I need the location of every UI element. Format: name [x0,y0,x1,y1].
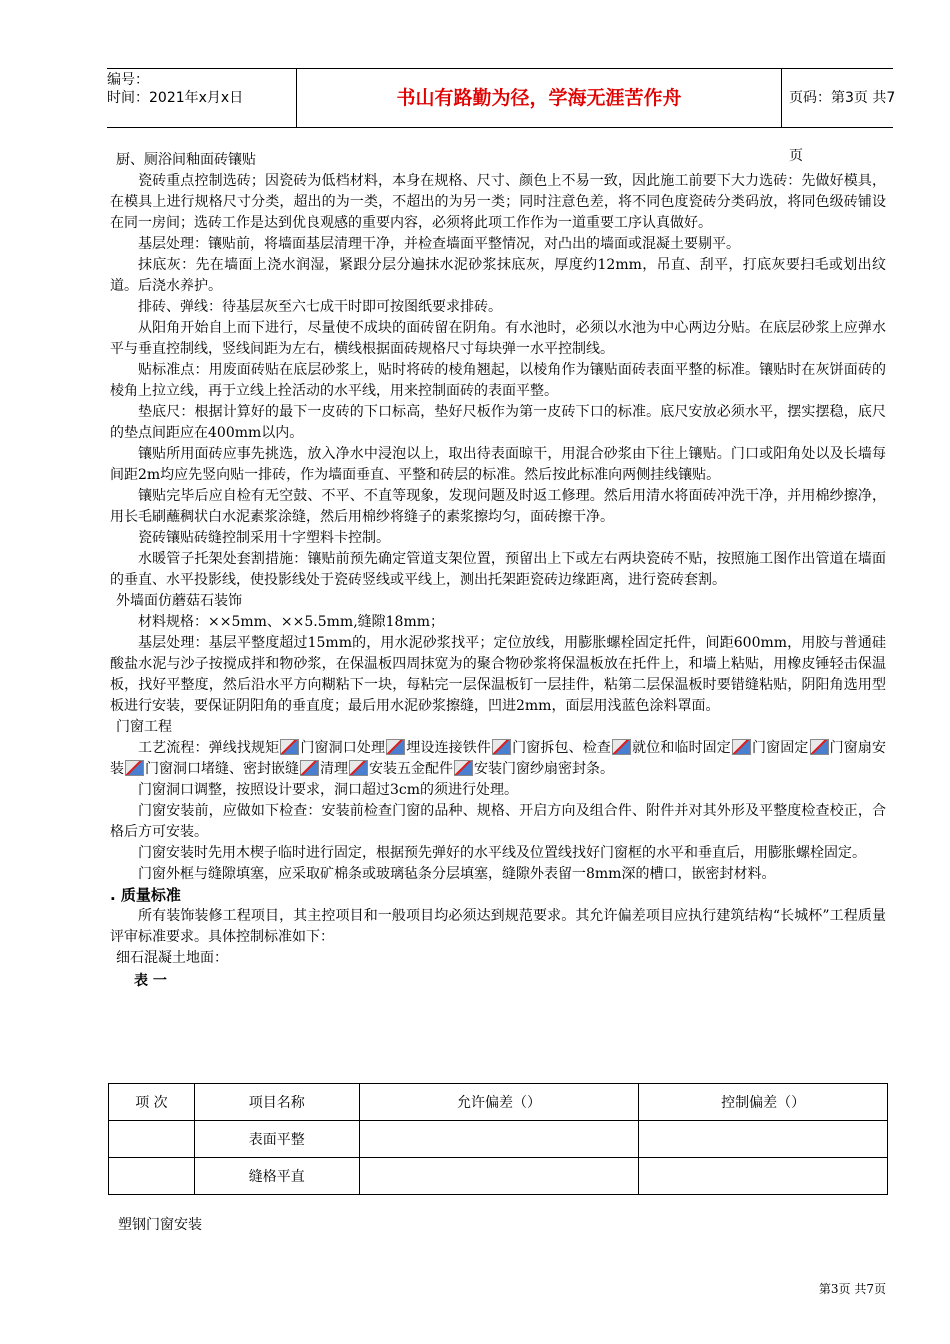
process-step: 门窗扇安装 [110,740,887,777]
table-cell [109,1121,195,1158]
paragraph: 镶贴所用面砖应事先挑选，放入净水中浸泡以上，取出待表面晾干，用混合砂浆由下往上镶贴。门口或阳角处以及长墙每间距2m均应先竖向贴一排砖，作为墙面垂直、平整和砖层的标准。然后按此标准向两侧挂线镶贴。 [110,446,886,483]
process-flow [110,738,886,780]
broken-image-icon [125,760,144,776]
process-step: 门窗洞口堵缝、密封嵌缝 [145,761,299,777]
paragraph-group-2 [110,780,886,885]
broken-image-icon [454,760,473,776]
paragraph: 材料规格：××5mm、××5.5mm,缝隙18mm； [138,614,445,630]
paragraph: 外墙面仿蘑菇石装饰 [116,593,242,609]
quality-sub: 细石混凝土地面： [116,950,228,966]
broken-image-icon [280,739,299,755]
document-body [110,150,886,996]
broken-image-icon [300,760,319,776]
paragraph: 瓷砖重点控制选砖；因瓷砖为低档材料，本身在规格、尺寸、颜色上不易一致，因此施工前要下大力选砖：先做好模具，在模具上进行规格尺寸分类，超出的为一类，不超出的为另一类；同时注意色差，将不同色度瓷砖分类码放，将同色级砖铺设在同一房间；选砖工作是达到优良观感的重要内容，必须将此项工作作为一道重要工序认真做好。 [110,173,886,231]
table-cell [109,1158,195,1195]
table-cell [359,1121,639,1158]
process-step: 门窗拆包、检查 [511,740,611,756]
process-prefix: 工艺流程： [138,740,209,756]
table-header: 项目名称 [194,1084,359,1121]
paragraph: 门窗洞口调整，按照设计要求，洞口超过3cm的须进行处理。 [138,782,519,798]
paragraph: 贴标准点：用废面砖贴在底层砂浆上，贴时将砖的棱角翘起，以棱角作为镶贴面砖表面平整的标准。镶贴时在灰饼面砖的棱角上拉立线，再于立线上拴活动的水平线，用来控制面砖的表面平整。 [110,362,886,399]
paragraph: 水暖管子托架处套割措施：镶贴前预先确定管道支架位置，预留出上下或左右两块瓷砖不贴，按照施工图作出管道在墙面的垂直、水平投影线，使投影线处于瓷砖竖线或平线上，测出托架距瓷砖边缘距离，进行瓷砖套割。 [110,551,886,588]
paragraph: 垫底尺：根据计算好的最下一皮砖的下口标高，垫好尺板作为第一皮砖下口的标准。底尺安放必须水平，摆实摆稳，底尺的垫点间距应在400mm以内。 [110,404,886,441]
paragraph: 基层处理：基层平整度超过15mm的，用水泥砂浆找平；定位放线，用膨胀螺栓固定托件，间距600mm，用胶与普通硅酸盐水泥与沙子按搅成拌和物砂浆，在保温板四周抹宽为的聚合物砂浆将保温板放在托件上，和墙上粘贴，用橡皮锤轻击保温板，找好平整度，然后沿水平方向糊粘下一块，每粘完一层保温板钉一层挂件，粘第二层保温板时要错缝粘贴，阴阳角选用型板进行安装，要保证阴阳角的垂直度；最后用水泥砂浆擦缝，凹进2mm，面层用浅蓝色涂料罩面。 [110,635,886,714]
paragraph-group-1 [110,150,886,738]
header-motto: 书山有路勤为径，学海无涯苦作舟 [296,69,782,127]
table-row [109,1121,888,1158]
page-footer: 第3页 共7页 [818,1282,886,1296]
broken-image-icon [732,739,751,755]
process-step: 清理 [320,761,348,777]
broken-image-icon [492,739,511,755]
broken-image-icon [612,739,631,755]
process-step: 安装门窗纱扇密封条。 [474,761,614,777]
broken-image-icon [810,739,829,755]
table-header-row [109,1084,888,1121]
table-header: 控制偏差（） [639,1084,888,1121]
paragraph: 厨、厕浴间釉面砖镶贴 [116,152,256,168]
table-cell: 表面平整 [194,1121,359,1158]
paragraph: 基层处理：镶贴前，将墙面基层清理干净，并检查墙面平整情况，对凸出的墙面或混凝土要剔平。 [138,236,740,252]
table-cell [359,1158,639,1195]
paragraph: 排砖、弹线：待基层灰至六七成干时即可按图纸要求排砖。 [138,299,502,315]
broken-image-icon [386,739,405,755]
process-step: 门窗固定 [751,740,809,756]
table-cell: 缝格平直 [194,1158,359,1195]
header-page-info: 页码：第3页 共7页 [789,90,896,164]
process-step: 就位和临时固定 [631,740,731,756]
table-cell [639,1158,888,1195]
number-label: 编号： [107,72,149,88]
quality-intro: 所有装饰装修工程项目，其主控项目和一般项目均必须达到规范要求。其允许偏差项目应执行建筑结构“长城杯”工程质量评审标准要求。具体控制标准如下： [110,908,886,945]
process-step: 弹线找规矩 [208,740,280,756]
broken-image-icon [349,760,368,776]
time-label: 时间：2021年x月x日 [107,90,244,106]
process-step: 门窗洞口处理 [300,740,386,756]
header-meta [107,69,294,129]
paragraph: 抹底灰：先在墙面上浇水润湿，紧跟分层分遍抹水泥砂浆抹底灰，厚度约12mm，吊直、刮平，打底灰要扫毛或划出纹道。后浇水养护。 [110,257,886,294]
quality-table [108,1083,888,1195]
paragraph: 从阳角开始自上而下进行，尽量使不成块的面砖留在阴角。有水池时，必须以水池为中心两边分贴。在底层砂浆上应弹水平与垂直控制线，竖线间距为左右，横线根据面砖规格尺寸每块弹一水平控制线。 [110,320,886,357]
paragraph: 门窗外框与缝隙填塞，应采取矿棉条或玻璃毡条分层填塞，缝隙外表留一8mm深的槽口，嵌密封材料。 [138,866,776,882]
paragraph: 门窗安装前，应做如下检查：安装前检查门窗的品种、规格、开启方向及组合件、附件并对其外形及平整度检查校正，合格后方可安装。 [110,803,886,840]
paragraph: 门窗安装时先用木楔子临时进行固定，根据预先弹好的水平线及位置线找好门窗框的水平和垂直后，用膨胀螺栓固定。 [138,845,866,861]
process-step: 安装五金配件 [369,761,453,777]
table-caption: 表 一 [134,973,167,989]
next-section-title: 塑钢门窗安装 [118,1217,202,1233]
quality-title: . 质量标准 [110,886,181,904]
paragraph: 门窗工程 [116,719,172,735]
process-step: 埋设连接铁件 [406,740,491,756]
paragraph: 镶贴完毕后应自检有无空鼓、不平、不直等现象，发现问题及时返工修理。然后用清水将面砖冲洗干净，并用棉纱擦净，用长毛刷蘸稠状白水泥素浆涂缝，然后用棉纱将缝子的素浆擦均匀，面砖擦干净。 [110,488,886,525]
table-cell [639,1121,888,1158]
table-row [109,1158,888,1195]
table-header: 允许偏差（） [359,1084,639,1121]
paragraph: 瓷砖镶贴砖缝控制采用十字塑料卡控制。 [138,530,390,546]
table-header: 项 次 [109,1084,195,1121]
